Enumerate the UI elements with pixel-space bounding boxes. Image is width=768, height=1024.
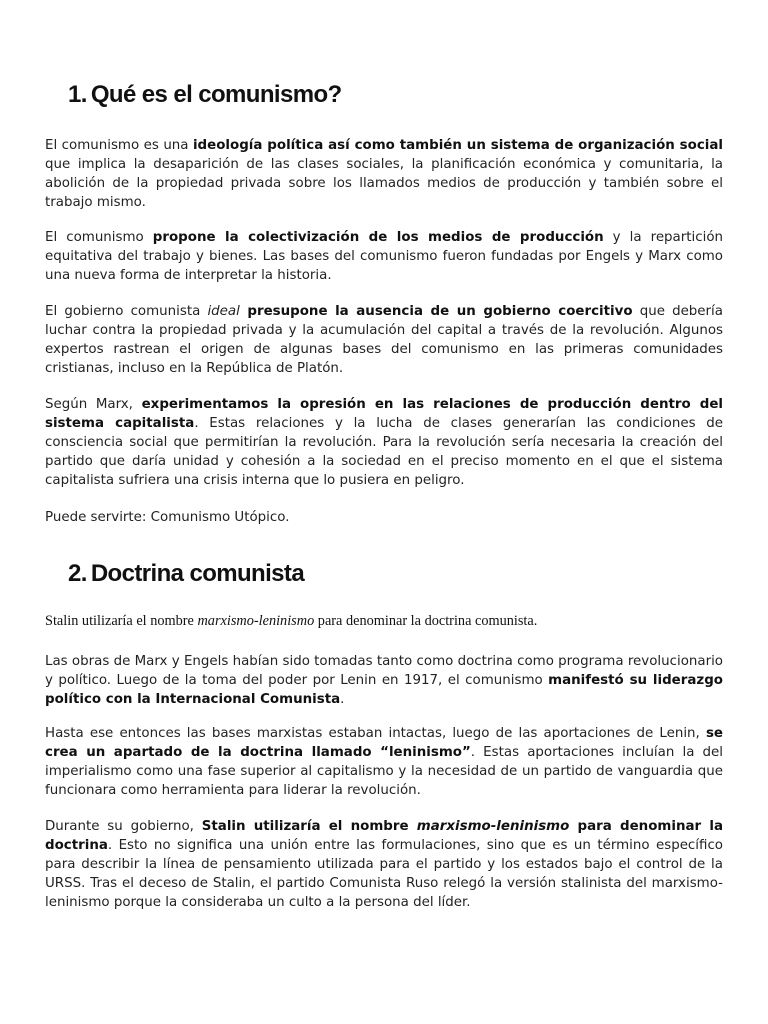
bold-run: presupone la ausencia de un gobierno coercitivo (239, 304, 633, 319)
bold-run: se crea un apartado de la doctrina llamado “leninismo” (45, 726, 723, 760)
bold-run: experimentamos la opresión en las relaciones de producción dentro del sistema capitalista (45, 397, 724, 431)
text-run: El comunismo (45, 230, 153, 245)
text-run: El comunismo es una (45, 138, 193, 153)
s1-paragraph-4 (45, 395, 723, 490)
text-run: El gobierno comunista (45, 304, 208, 319)
text-run: . (340, 692, 345, 707)
text-run: que implica la desaparición de las clases sociales, la planificación económica y comunitaria, la abolición de la propiedad privada sobre los llamados medios de producción y también sobre el trabajo mismo. (45, 157, 723, 210)
bold-run: ideología política así como también un sistema de organización social (192, 138, 724, 153)
s1-paragraph-5: Puede servirte: Comunismo Utópico. (45, 510, 290, 525)
text-run: Según Marx, (45, 397, 142, 412)
text-run: Las obras de Marx y Engels habían sido tomadas tanto como doctrina como programa revolucionario y político. Luego de la toma del poder por Lenin en 1917, el comunismo (45, 654, 723, 688)
s2-paragraph-2 (45, 724, 723, 800)
s1-paragraph-1 (45, 136, 723, 212)
text-run: para denominar la doctrina comunista. (314, 613, 538, 629)
section-1-title: Qué es el comunismo? (90, 81, 342, 108)
text-run: que debería luchar contra la propiedad privada y la acumulación del capital a través de la revolución. Algunos expertos rastrean el origen de algunas bases del comunismo en las primeras comunidades cristianas, incluso en la República de Platón. (45, 304, 723, 376)
s2-summary (45, 613, 537, 630)
section-2-heading (68, 560, 304, 588)
bold-run: propone la colectivización de los medios de producción (152, 230, 604, 245)
section-1-number: 1. (68, 81, 87, 108)
section-2-title: Doctrina comunista (90, 560, 305, 587)
text-run: . Estas aportaciones incluían la del imperialismo como una fase superior al capitalismo y la necesidad de un partido de vanguardia que funcionara como herramienta para liderar la revolución. (45, 745, 723, 798)
text-run: Durante su gobierno, (45, 819, 202, 834)
text-run: y la repartición equitativa del trabajo y bienes. Las bases del comunismo fueron fundadas por Engels y Marx como una nueva forma de interpretar la historia. (45, 230, 724, 283)
text-run: . Estas relaciones y la lucha de clases generarían las condiciones de consciencia social que permitirían la revolución. Para la revolución sería necesaria la creación del partido que daría unidad y cohesión a la sociedad en el preciso momento en el que el sistema capitalista sufriera una crisis interna que lo pusiera en peligro. (45, 416, 723, 488)
italic-run: ideal (207, 304, 240, 319)
text-run: para denominar la doctrina (45, 819, 723, 853)
section-1-heading (68, 81, 342, 109)
s1-paragraph-2 (45, 228, 723, 285)
s2-paragraph-3 (45, 817, 723, 912)
text-run: Stalin utilizaría el nombre (45, 613, 198, 629)
italic-run: marxismo-leninismo (197, 613, 315, 629)
text-run: Hasta ese entonces las bases marxistas estaban intactas, luego de las aportaciones de Lenin, (45, 726, 706, 741)
italic-run: marxismo-leninismo (416, 819, 570, 834)
text-run: Stalin utilizaría el nombre (201, 819, 417, 834)
text-run: . Esto no significa una unión entre las formulaciones, sino que es un término específico para describir la línea de pensamiento utilizada para el partido y los estados bajo el control de la URSS. Tras el deceso de Stalin, el partido Comunista Ruso relegó la versión stalinista del marxismo-leninismo porque la consideraba un culto a la persona del líder. (45, 838, 723, 910)
bold-run: manifestó su liderazgo político con la Internacional Comunista (45, 673, 723, 707)
s2-paragraph-1 (45, 652, 723, 709)
s1-paragraph-3 (45, 302, 723, 378)
section-2-number: 2. (68, 560, 87, 587)
